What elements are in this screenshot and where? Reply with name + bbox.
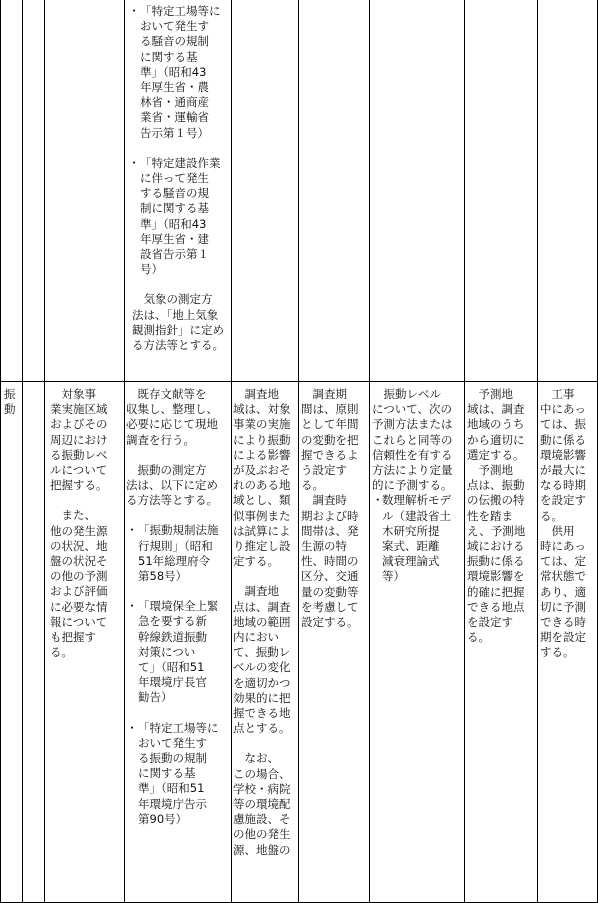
column-divider	[0, 0, 1, 903]
prediction-area-text: 予測地 点は、振動 の伝搬の特 性を踏ま え、予測地 域における 振動に係る 環境影響を 的確に把握 できる地点 を設定す る。	[467, 463, 526, 645]
survey-items-cell	[50, 387, 124, 660]
method-list-item	[126, 721, 230, 827]
standard-reference: 「特定工場等に おいて発生す る振動の規制 に関する基 準」（昭和51 年環境庁告示 第90号）	[138, 720, 219, 826]
bullet-icon: ・	[126, 720, 138, 735]
row-label-vibration	[4, 387, 20, 417]
prediction-area-cell	[467, 387, 537, 645]
column-divider	[44, 0, 45, 903]
survey-area-text: なお、 この場合、 学校・病院 等の環境配 慮施設、そ の他の発生 源、地盤の	[233, 751, 291, 857]
prediction-time-text: 供用 時にあっ ては、定 常状態で あり、適 切に予測 できる時 期を設定 する。	[540, 523, 586, 660]
survey-area-text: 調査地 域は、対象 事業の実施 により振動 による影響 が及ぶおそ れのある地 域とし、類 似事例また は試算によ り推定し設 定する。	[233, 387, 291, 569]
survey-method-text: 振動の測定方 法は、以下に定め る方法等とする。	[126, 462, 218, 508]
survey-items-text: 対象事 業実施区域 およびその 周辺におけ る振動レベ ルについて 把握する。	[50, 387, 108, 493]
survey-period-text: 調査時 期および時 間帯は、発 生源の特 性、時間の 区分、交通 量の変動等 を考慮して 設定する。	[301, 493, 359, 630]
weather-method-note: 気象の測定方 法は、「地上気象 観測指針」に定め る方法等とする。	[132, 292, 224, 353]
method-list-item	[126, 523, 230, 584]
prediction-method-cell	[372, 387, 464, 585]
survey-area-text: 調査地 点は、調査 地域の範囲 内におい て、振動レ ベルの変化 を適切かつ 効果的に把 握できる地 点とする。	[233, 584, 291, 736]
standard-reference: 「環境保全上緊 急を要する新 幹線鉄道振動 対策につい て」（昭和51 年環境庁長官 勧告）	[138, 599, 219, 705]
survey-items-text: また、 他の発生源 の状況、地 盤の状況そ の他の予測 および評価 に必要な情 報について も把握す る。	[50, 508, 108, 660]
survey-method-cell	[126, 387, 230, 827]
column-divider	[298, 0, 299, 903]
row1-method-cell	[128, 0, 230, 353]
column-divider	[537, 0, 538, 903]
bullet-icon: ・	[128, 4, 140, 18]
survey-area-cell	[233, 387, 298, 858]
column-divider	[464, 0, 465, 903]
method-list-item	[372, 493, 464, 584]
survey-period-cell	[301, 387, 369, 630]
standard-reference: 「振動規制法施 行規則」（昭和 51年総理府令 第58号）	[138, 523, 219, 584]
method-list-item	[128, 156, 230, 278]
survey-method-text: 既存文献等を 収集し、整理し、 必要に応じて現地 調査を行う。	[126, 387, 218, 447]
bullet-icon: ・	[372, 493, 384, 508]
bullet-icon: ・	[126, 599, 138, 614]
method-list-item	[126, 599, 230, 705]
column-divider	[231, 0, 232, 903]
prediction-method-text: 振動レベル について、次の 予測方法または これらと同等の 信頼性を有する 方法により定量 的に予測する。	[372, 387, 453, 493]
method-list-item	[128, 4, 230, 141]
prediction-area-text: 予測地 域は、調査 地域のうち から適切に 選定する。	[467, 387, 525, 462]
standard-reference: 「特定建設作業 に伴って発生 する騒音の規 制に関する基 準」（昭和43 年厚生省・建 設省告示第１ 号）	[140, 155, 221, 277]
standard-reference: 「特定工場等に おいて発生す る騒音の規制 に関する基 準」（昭和43 年厚生省・農 林省・通商産 業省・運輸省 告示第１号）	[140, 4, 221, 140]
prediction-time-text: 工事 中にあっ ては、振 動に係る 環境影響 が最大に なる時期 を設定す る。	[540, 387, 586, 523]
bullet-icon: ・	[126, 523, 138, 538]
column-divider	[22, 0, 23, 903]
survey-period-text: 調査期 間は、原則 として年間 の変動を把 握できるよ う設定す る。	[301, 387, 359, 493]
column-divider	[369, 0, 370, 903]
prediction-time-cell	[540, 387, 597, 661]
prediction-model-text: 数理解析モデ ル（建設省土 木研究所提 案式、距離 減衰理論式 等）	[382, 493, 451, 584]
bullet-icon: ・	[128, 155, 140, 170]
row-label-text: 振 動	[4, 387, 16, 417]
row-divider	[0, 381, 598, 382]
column-divider	[124, 0, 125, 903]
